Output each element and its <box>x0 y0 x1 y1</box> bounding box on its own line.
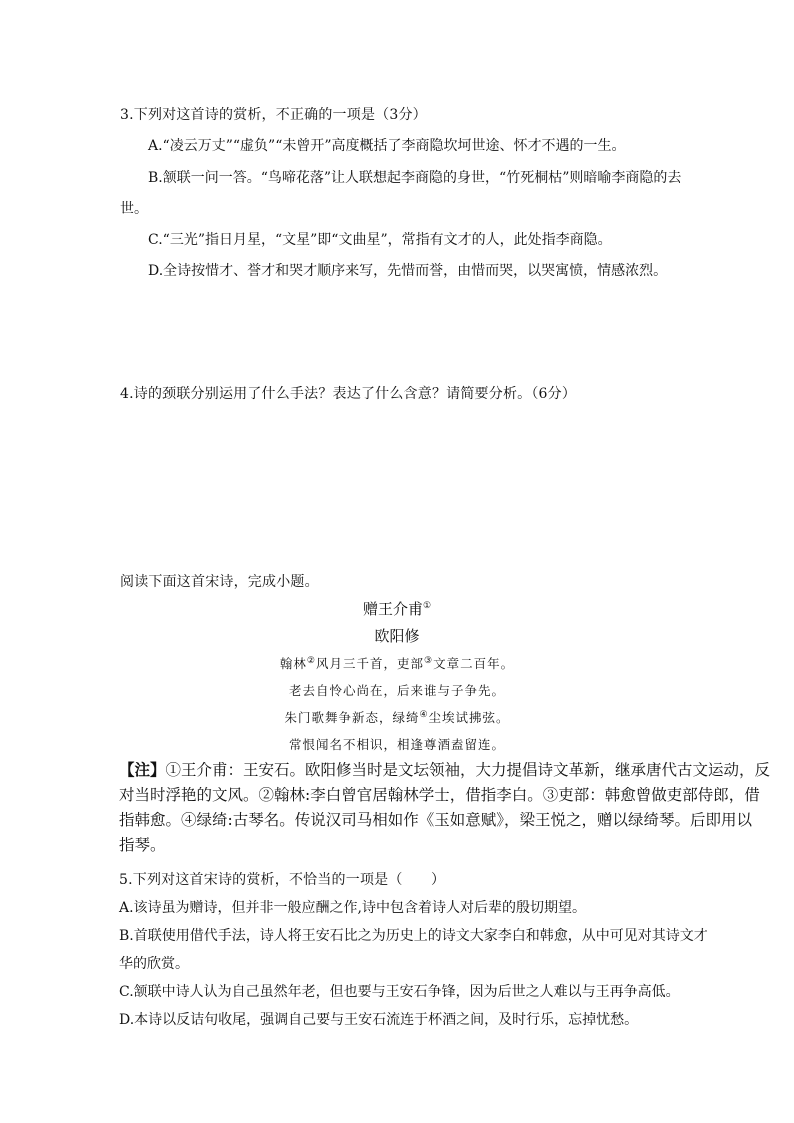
note-line-3: 指韩愈。④绿绮:古琴名。传说汉司马相如作《玉如意赋》，梁王悦之，赠以绿绮琴。后即用以 <box>119 811 752 829</box>
poem-line-text: 老去自怜心尚在，后来谁与子争先。 <box>288 683 505 698</box>
question-3-option-b: B.颔联一问一答。“鸟啼花落”让人联想起李商隐的身世，“竹死桐枯”则暗喻李商隐的去 <box>148 170 682 186</box>
poem-line-1 <box>0 654 794 672</box>
poem-line-text: 文章二百年。 <box>433 656 515 671</box>
poem-author: 欧阳修 <box>374 627 420 645</box>
question-5-option-b: B.首联使用借代手法，诗人将王安石比之为历史上的诗文大家李白和韩愈，从中可见对其诗文才 <box>119 928 708 944</box>
question-3-option-a: A.“凌云万丈”“虚负”“未曾开”高度概括了李商隐坎坷世途、怀才不遇的一生。 <box>148 138 626 154</box>
poem-line-3 <box>0 708 794 726</box>
note-line-2: 对当时浮艳的文风。②翰林:李白曾官居翰林学士，借指李白。③吏部：韩愈曾做吏部侍郎，借 <box>119 786 760 804</box>
note-text: ①王介甫：王安石。欧阳修当时是文坛领袖，大力提倡诗文革新，继承唐代古文运动，反 <box>165 761 771 779</box>
question-3-stem: 3.下列对这首诗的赏析，不正确的一项是（3分） <box>120 107 427 123</box>
poem-line-text: 朱门歌舞争新态，绿绮 <box>284 710 420 725</box>
question-3-option-c: C.“三光”指日月星，“文星”即“文曲星”，常指有文才的人，此处指李商隐。 <box>148 232 612 248</box>
poem-title <box>0 598 794 619</box>
poem-line-text: 尘埃试拂弦。 <box>428 710 510 725</box>
question-3-option-b-cont: 世。 <box>120 201 148 217</box>
note-line-4: 指琴。 <box>119 836 166 854</box>
question-4-stem: 4.诗的颈联分别运用了什么手法？表达了什么含意？请简要分析。（6分） <box>120 386 577 402</box>
note-line-1 <box>119 758 770 783</box>
footnote-marker: ① <box>422 601 432 611</box>
question-5-stem: 5.下列对这首宋诗的赏析，不恰当的一项是（ ） <box>119 872 446 888</box>
poem-title-text: 赠王介甫 <box>362 600 423 618</box>
poem-line-text: 常恨闻名不相识，相逢尊酒盍留连。 <box>288 737 505 752</box>
footnote-marker: ③ <box>424 655 434 666</box>
poem-line-text: 翰林 <box>279 656 307 671</box>
footnote-marker: ④ <box>419 709 429 720</box>
question-5-option-a: A.该诗虽为赠诗，但并非一般应酬之作,诗中包含着诗人对后辈的殷切期望。 <box>119 900 587 916</box>
note-label: 【注】 <box>119 760 166 779</box>
question-3-option-d: D.全诗按惜才、誉才和哭才顺序来写，先惜而誉，由惜而哭，以哭寓愤，情感浓烈。 <box>148 263 668 279</box>
question-5-option-d: D.本诗以反诘句收尾，强调自己要与王安石流连于杯酒之间，及时行乐，忘掉忧愁。 <box>119 1012 639 1028</box>
poem-line-text: 风月三千首，吏部 <box>315 656 424 671</box>
reading-intro: 阅读下面这首宋诗，完成小题。 <box>120 574 319 590</box>
poem-line-4 <box>0 735 794 753</box>
footnote-marker: ② <box>306 655 316 666</box>
question-5-option-c: C.颔联中诗人认为自己虽然年老，但也要与王安石争锋，因为后世之人难以与王再争高低。 <box>119 984 680 1000</box>
poem-line-2 <box>0 681 794 699</box>
question-5-option-b-cont: 华的欣赏。 <box>119 956 189 972</box>
